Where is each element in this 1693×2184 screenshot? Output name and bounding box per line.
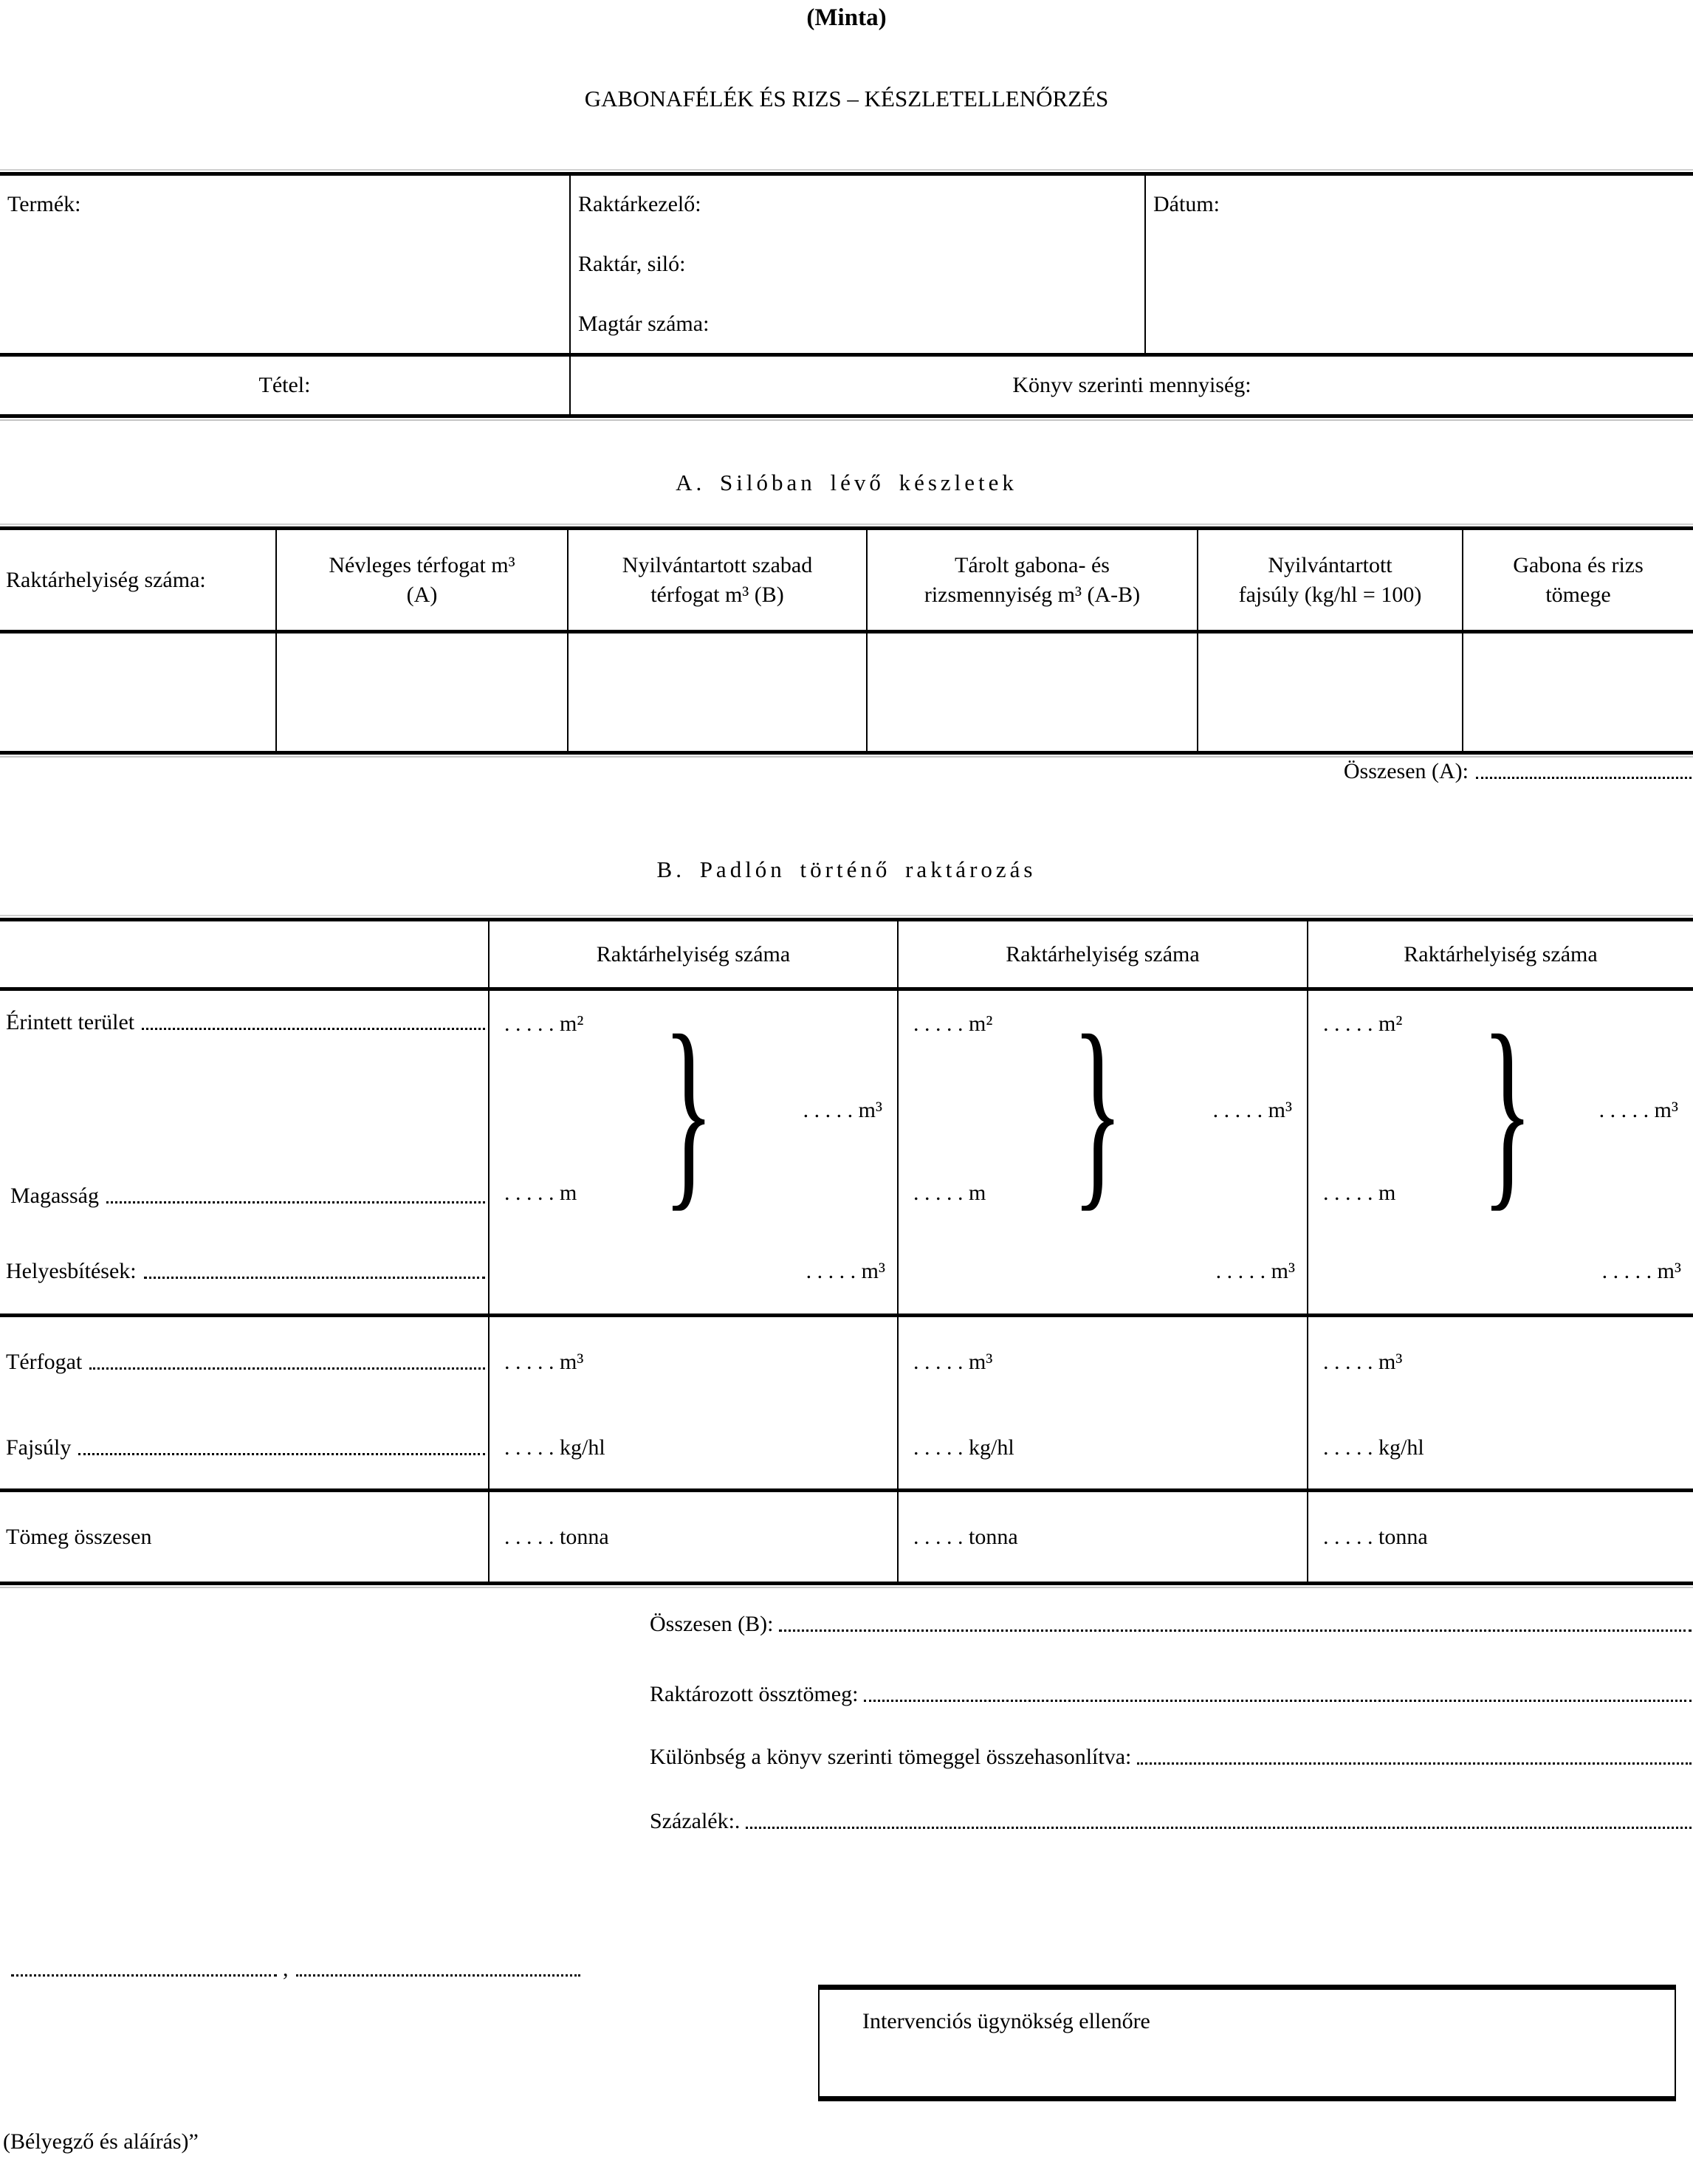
row-area-height-labels [0, 991, 490, 1229]
volume-value: . . . . . m³ [1598, 1097, 1678, 1122]
corrections-cell-1: . . . . . m³ [490, 1229, 899, 1317]
area-height-cell-2 [899, 991, 1308, 1229]
specific-weight-cell-1: . . . . . kg/hl [490, 1407, 899, 1492]
info-table [0, 172, 1693, 418]
total-mass-cell-2: . . . . . tonna [899, 1492, 1308, 1582]
table-b-header-empty [0, 921, 490, 991]
signature-line [11, 1957, 615, 1982]
volume-cell-2: . . . . . m³ [899, 1317, 1308, 1407]
dotted-leader [142, 1028, 485, 1030]
area-label-line [0, 1010, 488, 1035]
section-b-title: B. Padlón történő raktározás [656, 856, 1037, 882]
stored-total-mass-label: Raktározott össztömeg: [650, 1682, 859, 1706]
table-a-empty-cell [569, 633, 868, 751]
percentage-line [650, 1809, 1693, 1834]
table-a-empty-cell [277, 633, 569, 751]
area-label: Érintett terület [6, 1010, 135, 1034]
total-mass-cell-1: . . . . . tonna [490, 1492, 899, 1582]
height-label: Magasság [10, 1184, 99, 1208]
table-a-header-free-volume: Nyilvántartott szabad térfogat m³ (B) [569, 530, 868, 633]
minta-heading: (Minta) [806, 4, 887, 31]
area-value: . . . . . m² [1323, 1012, 1403, 1036]
dotted-leader [106, 1201, 485, 1203]
dotted-leader [1137, 1762, 1692, 1765]
corrections-cell-2: . . . . . m³ [899, 1229, 1308, 1317]
total-mass-label: Tömeg összesen [6, 1524, 152, 1549]
curly-brace: } [662, 991, 715, 1229]
info-cell-product [0, 176, 571, 357]
silo-stocks-table [0, 526, 1693, 755]
corrections-cell-3: . . . . . m³ [1308, 1229, 1693, 1317]
height-value: . . . . . m [1323, 1181, 1396, 1205]
total-a-line [0, 759, 1693, 784]
curly-brace: } [1481, 991, 1534, 1229]
form-title: GABONAFÉLÉK ÉS RIZS – KÉSZLETELLENŐRZÉS [584, 86, 1109, 111]
percentage-label: Százalék:. [650, 1809, 741, 1833]
inspector-label: Intervenciós ügynökség ellenőre [862, 2009, 1150, 2033]
dotted-leader [89, 1367, 485, 1370]
corrections-label: Helyesbítések: [6, 1259, 137, 1283]
signature-comma: , [283, 1957, 289, 1981]
table-b-header-room-2: Raktárhelyiség száma [899, 921, 1308, 991]
dotted-leader [864, 1700, 1692, 1702]
dotted-leader [1476, 777, 1692, 779]
specific-weight-cell-3: . . . . . kg/hl [1308, 1407, 1693, 1492]
inspector-box [818, 1985, 1676, 2101]
area-value: . . . . . m² [913, 1012, 993, 1036]
area-value: . . . . . m² [504, 1012, 584, 1036]
volume-value: . . . . . m³ [803, 1097, 882, 1122]
row-volume-label [0, 1317, 490, 1407]
height-value: . . . . . m [913, 1181, 986, 1205]
row-specific-weight-label [0, 1407, 490, 1492]
table-b-header-room-3: Raktárhelyiség száma [1308, 921, 1693, 991]
info-cell-warehouse [571, 176, 1146, 357]
volume-value: . . . . . m³ [1212, 1097, 1292, 1122]
table-a-header-stored-quantity: Tárolt gabona- és rizsmennyiség m³ (A-B) [868, 530, 1198, 633]
info-cell-lot [0, 357, 571, 414]
height-label-line [0, 1184, 488, 1209]
total-b-label: Összesen (B): [650, 1612, 774, 1636]
difference-label: Különbség a könyv szerinti tömeggel összehasonlítva: [650, 1745, 1132, 1769]
warehouse-keeper-label: Raktárkezelő: [578, 192, 701, 216]
volume-label: Térfogat [6, 1349, 83, 1374]
table-b-header-room-1: Raktárhelyiség száma [490, 921, 899, 991]
specific-weight-label: Fajsúly [6, 1435, 72, 1460]
dotted-leader [144, 1277, 485, 1279]
area-height-cell-1 [490, 991, 899, 1229]
book-quantity-label: Könyv szerinti mennyiség: [1012, 373, 1251, 397]
section-a-title: A. Silóban lévő készletek [676, 470, 1017, 495]
table-a-header-specific-weight: Nyilvántartott fajsúly (kg/hl = 100) [1198, 530, 1463, 633]
table-a-empty-cell [1463, 633, 1693, 751]
table-a-empty-cell [868, 633, 1198, 751]
row-corrections-label [0, 1229, 490, 1317]
height-value: . . . . . m [504, 1181, 577, 1205]
curly-brace: } [1071, 991, 1124, 1229]
total-b-line [650, 1612, 1693, 1637]
table-a-header-mass: Gabona és rizs tömege [1463, 530, 1693, 633]
specific-weight-cell-2: . . . . . kg/hl [899, 1407, 1308, 1492]
row-total-mass-label [0, 1492, 490, 1582]
dotted-leader [746, 1827, 1692, 1829]
table-a-header-nominal-volume: Névleges térfogat m³ (A) [277, 530, 569, 633]
lot-label: Tétel: [258, 373, 311, 397]
info-cell-date [1146, 176, 1693, 357]
info-cell-book-quantity [571, 357, 1693, 414]
table-a-header-room: Raktárhelyiség száma: [0, 530, 277, 633]
table-a-empty-cell [1198, 633, 1463, 751]
total-mass-cell-3: . . . . . tonna [1323, 1524, 1428, 1549]
warehouse-silo-label: Raktár, siló: [578, 252, 686, 276]
dotted-leader [11, 1974, 277, 1977]
volume-cell-1: . . . . . m³ [490, 1317, 899, 1407]
granary-number-label: Magtár száma: [578, 312, 710, 336]
table-a-empty-cell [0, 633, 277, 751]
dotted-leader [779, 1630, 1692, 1632]
stored-total-mass-line [650, 1682, 1693, 1707]
difference-line [650, 1745, 1693, 1770]
product-label: Termék: [7, 192, 81, 216]
area-height-cell-3 [1308, 991, 1693, 1229]
stamp-signature-note: (Bélyegző és aláírás)” [3, 2129, 199, 2154]
volume-cell-3: . . . . . m³ [1323, 1349, 1403, 1374]
total-a-label: Összesen (A): [1343, 759, 1469, 783]
date-label: Dátum: [1153, 192, 1220, 216]
floor-storage-table [0, 918, 1693, 1585]
dotted-leader [296, 1974, 580, 1977]
dotted-leader [78, 1453, 485, 1455]
